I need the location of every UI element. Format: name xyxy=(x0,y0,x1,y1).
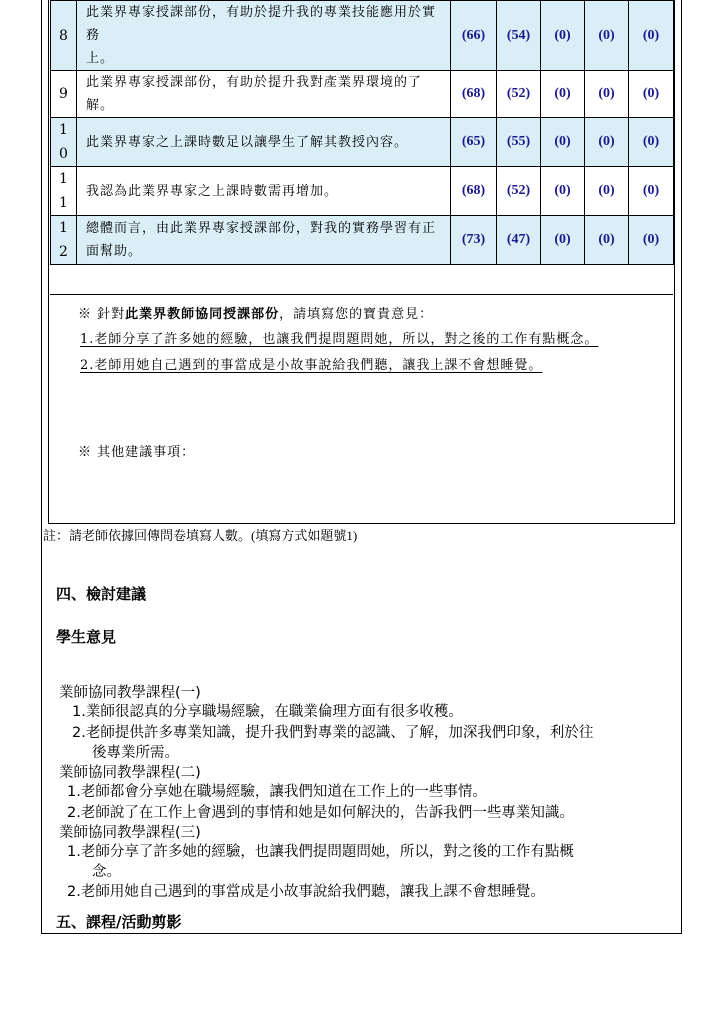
response-count: (52) xyxy=(497,167,541,216)
response-count: (68) xyxy=(451,167,497,216)
opinion-line: 2.老師用她自己遇到的事當成是小故事說給我們聽，讓我上課不會想睡覺。 xyxy=(67,884,545,900)
opinion-line: 1.老師分享了許多她的經驗，也讓我們提問題問她，所以，對之後的工作有點概 xyxy=(67,844,574,860)
question-text: 此業界專家授課部份，有助於提升我的專業技能應用於實務 上。 xyxy=(77,1,451,71)
opinion-line: 業師協同教學課程(三) xyxy=(59,825,201,841)
opinion-line: 2.老師提供許多專業知識，提升我們對專業的認識、了解，加深我們印象，利於往 xyxy=(72,725,594,741)
response-count: (65) xyxy=(451,118,497,167)
section-5-title: 五、課程/活動剪影 xyxy=(56,913,182,931)
question-text: 此業界專家之上課時數足以讓學生了解其教授內容。 xyxy=(77,118,451,167)
response-count: (66) xyxy=(451,1,497,71)
opinion-line: 業師協同教學課程(二) xyxy=(59,765,201,781)
survey-table xyxy=(50,0,674,265)
opinion-line: 1.老師都會分享她在職場經驗，讓我們知道在工作上的一些事情。 xyxy=(67,784,487,800)
opinion-line: 念。 xyxy=(92,864,121,880)
survey-row xyxy=(51,71,674,118)
opinion-line: 2.老師說了在工作上會遇到的事情和她是如何解決的，告訴我們一些專業知識。 xyxy=(67,805,574,821)
response-count: (68) xyxy=(451,71,497,118)
row-number: 9 xyxy=(51,71,77,118)
response-count: (0) xyxy=(629,1,674,71)
question-text: 總體而言，由此業界專家授課部份，對我的實務學習有正 面幫助。 xyxy=(77,216,451,265)
comment-item-2: 2.老師用她自己遇到的事當成是小故事說給我們聽，讓我上課不會想睡覺。 xyxy=(80,358,543,373)
response-count: (47) xyxy=(497,216,541,265)
response-count: (55) xyxy=(497,118,541,167)
response-count: (0) xyxy=(541,118,585,167)
response-count: (0) xyxy=(629,167,674,216)
comments-box xyxy=(50,294,673,522)
opinion-line: 1.業師很認真的分享職場經驗，在職業倫理方面有很多收穫。 xyxy=(72,704,463,720)
row-number: 1 2 xyxy=(51,216,77,265)
other-suggestions-label: ※ 其他建議事項： xyxy=(78,445,196,460)
response-count: (0) xyxy=(629,118,674,167)
row-number: 8 xyxy=(51,1,77,71)
response-count: (0) xyxy=(585,216,629,265)
response-count: (52) xyxy=(497,71,541,118)
response-count: (0) xyxy=(541,167,585,216)
survey-row xyxy=(51,216,674,265)
response-count: (0) xyxy=(629,216,674,265)
comment-prompt: ※ 針對此業界教師協同授課部份，請填寫您的寶貴意見： xyxy=(78,307,434,322)
table-note: 註：請老師依據回傳問卷填寫人數。(填寫方式如題號1) xyxy=(43,528,358,543)
row-number: 1 1 xyxy=(51,167,77,216)
opinion-line: 業師協同教學課程(一) xyxy=(59,685,201,701)
response-count: (73) xyxy=(451,216,497,265)
question-text: 我認為此業界專家之上課時數需再增加。 xyxy=(77,167,451,216)
response-count: (0) xyxy=(585,71,629,118)
survey-row xyxy=(51,118,674,167)
response-count: (54) xyxy=(497,1,541,71)
section-4-title: 四、檢討建議 xyxy=(56,585,147,603)
survey-row xyxy=(51,167,674,216)
response-count: (0) xyxy=(585,167,629,216)
response-count: (0) xyxy=(585,118,629,167)
survey-row xyxy=(51,1,674,71)
response-count: (0) xyxy=(585,1,629,71)
opinion-line: 後專業所需。 xyxy=(92,745,179,761)
response-count: (0) xyxy=(541,71,585,118)
comment-item-1: 1.老師分享了許多她的經驗，也讓我們提問題問她，所以，對之後的工作有點概念。 xyxy=(80,332,599,347)
question-text: 此業界專家授課部份，有助於提升我對產業界環境的了 解。 xyxy=(77,71,451,118)
row-number: 1 0 xyxy=(51,118,77,167)
student-opinions-heading: 學生意見 xyxy=(56,628,117,646)
response-count: (0) xyxy=(629,71,674,118)
response-count: (0) xyxy=(541,1,585,71)
response-count: (0) xyxy=(541,216,585,265)
